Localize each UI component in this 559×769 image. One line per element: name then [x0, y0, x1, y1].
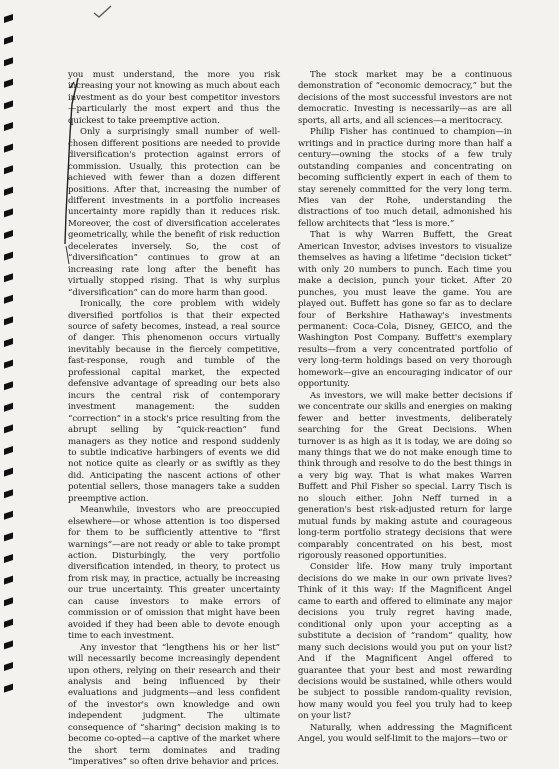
- binder-hole: [4, 338, 13, 347]
- binder-hole: [4, 316, 13, 325]
- binder-hole: [4, 360, 13, 369]
- binder-hole: [4, 511, 13, 520]
- binder-hole: [4, 554, 13, 563]
- paragraph: Naturally, when addressing the Magnificent Angel, you would self-limit to the majors—two or: [298, 722, 512, 745]
- paragraph: That is why Warren Buffett, the Great American Investor, advises investors to visualize themselves as having a lifetime “decision ticket” with only 20 numbers to punch. Each time you make a decision, punch your ticket. After 20 punches, you must leave the game. You are played out. Buffett has gone so far as to declare four of Berkshire Hathaway's investments permanent: Coca-Cola, Disney, GEICO, and the Washington Post Company. Buffett's exemplary results—from a very concentrated portfolio of very long-term holdings based on very thorough homework—give an encouraging indicator of our opportunity.: [298, 230, 512, 390]
- binder-hole: [4, 662, 13, 671]
- binder-hole: [4, 684, 13, 693]
- scan-mark-icon: [92, 4, 114, 20]
- paragraph: Any investor that “lengthens his or her list” will necessarily become increasingly dependent upon others, relying on their research and their analysis and being influenced by their evaluations and judgments—and less confident of the investor's own knowledge and own independent judgment. The ultimate consequence of “sharing” decision making is to become co-opted—a captive of the market where the short term dominates and trading “imperatives” so often drive behavior and prices.: [68, 642, 280, 768]
- binder-hole: [4, 79, 13, 88]
- right-text-column: [298, 70, 512, 745]
- binder-hole: [4, 381, 13, 390]
- binder-hole: [4, 36, 13, 45]
- binder-hole: [4, 14, 13, 23]
- binder-hole: [4, 532, 13, 541]
- binder-hole: [4, 619, 13, 628]
- left-text-column: [68, 70, 280, 768]
- paragraph: Meanwhile, investors who are preoccupied elsewhere—or whose attention is too dispersed for them to be sufficiently attentive to “first warnings”—are not ready or able to take prompt action. Disturbingly, the very portfolio diversification intended, in theory, to protect us from risk may, in practice, actually be increasing our true uncertainty. This greater uncertainty can cause investors to make errors of commission or of omission that might have been avoided if they had been able to devote enough time to each investment.: [68, 505, 280, 642]
- paragraph: Philip Fisher has continued to champion—in writings and in practice during more than half a century—owning the stocks of a few truly outstanding companies and concentrating on becoming sufficiently expert in each of them to stay serenely committed for the very long term. Mies van der Rohe, understanding the distractions of too much detail, admonished his fellow architects that “less is more.”: [298, 127, 512, 229]
- binder-holes: [3, 8, 15, 700]
- binder-hole: [4, 597, 13, 606]
- binder-hole: [4, 252, 13, 261]
- binder-hole: [4, 122, 13, 131]
- binder-hole: [4, 424, 13, 433]
- binder-hole: [4, 187, 13, 196]
- binder-hole: [4, 576, 13, 585]
- binder-hole: [4, 57, 13, 66]
- paragraph: Consider life. How many truly important decisions do we make in our own private lives? Think of it this way: If the Magnificent Angel came to earth and offered to eliminate any major decisions you truly regret having made, conditional only upon your accepting as a substitute a decision of “random” quality, how many such decisions would you put on your list? And if the Magnificent Angel offered to guarantee that your best and most rewarding decisions would be sustained, while others would be subject to possible random-quality revision, how many would you feel you truly had to keep on your list?: [298, 562, 512, 722]
- binder-hole: [4, 295, 13, 304]
- binder-hole: [4, 208, 13, 217]
- paragraph: Only a surprisingly small number of well-chosen different positions are needed to provide diversification's protection against errors of commission. Usually, this protection can be achieved with fewer than a dozen different positions. After that, increasing the number of different investments in a portfolio increases uncertainty more rapidly than it reduces risk. Moreover, the cost of diversification accelerates geometrically, while the benefit of risk reduction decelerates inversely. So, the cost of “diversification” continues to grow at an increasing rate long after the benefit has virtually stopped rising. That is why surplus “diversification” can do more harm than good.: [68, 127, 280, 298]
- binder-hole: [4, 489, 13, 498]
- paragraph: As investors, we will make better decisions if we concentrate our skills and energies on making fewer and better investments, deliberately searching for the Great Decisions. When turnover is as high as it is today, we are doing so many things that we do not make enough time to think through and resolve to do the best things in a very big way. That is what makes Warren Buffett and Phil Fisher so special. Larry Tisch is no slouch either. John Neff turned in a generation's best risk-adjusted return for large mutual funds by making astute and courageous long-term portfolio strategy decisions that were comparably concentrated on his best, most rigorously reasoned opportunities.: [298, 390, 512, 562]
- paragraph: Ironically, the core problem with widely diversified portfolios is that their expected source of safety becomes, instead, a real source of danger. This phenomenon occurs virtually inevitably because in the fiercely competitive, fast-response, rough and tumble of the professional capital market, the expected defensive advantage of spreading our bets also incurs the central risk of contemporary investment management: the sudden “correction” in a stock's price resulting from the abrupt selling by “quick-reaction” fund managers as they notice and respond suddenly to subtle indicative harbingers of events we did not notice quite as clearly or as swiftly as they did. Anticipating the nascent actions of other potential sellers, those managers take a sudden preemptive action.: [68, 299, 280, 504]
- binder-hole: [4, 100, 13, 109]
- binder-hole: [4, 165, 13, 174]
- paragraph: The stock market may be a continuous demonstration of “economic democracy,” but the decisions of the most successful investors are not democratic. Investing is necessarily—as are all sports, all arts, and all sciences—a meritocracy.: [298, 70, 512, 126]
- binder-hole: [4, 468, 13, 477]
- binder-hole: [4, 403, 13, 412]
- binder-hole: [4, 273, 13, 282]
- binder-hole: [4, 230, 13, 239]
- paragraph: you must understand, the more you risk increasing your not knowing as much about each investment as do your best competitor investors—particularly the most expert and thus the quickest to take preemptive action.: [68, 70, 280, 126]
- binder-hole: [4, 640, 13, 649]
- binder-hole: [4, 144, 13, 153]
- binder-hole: [4, 446, 13, 455]
